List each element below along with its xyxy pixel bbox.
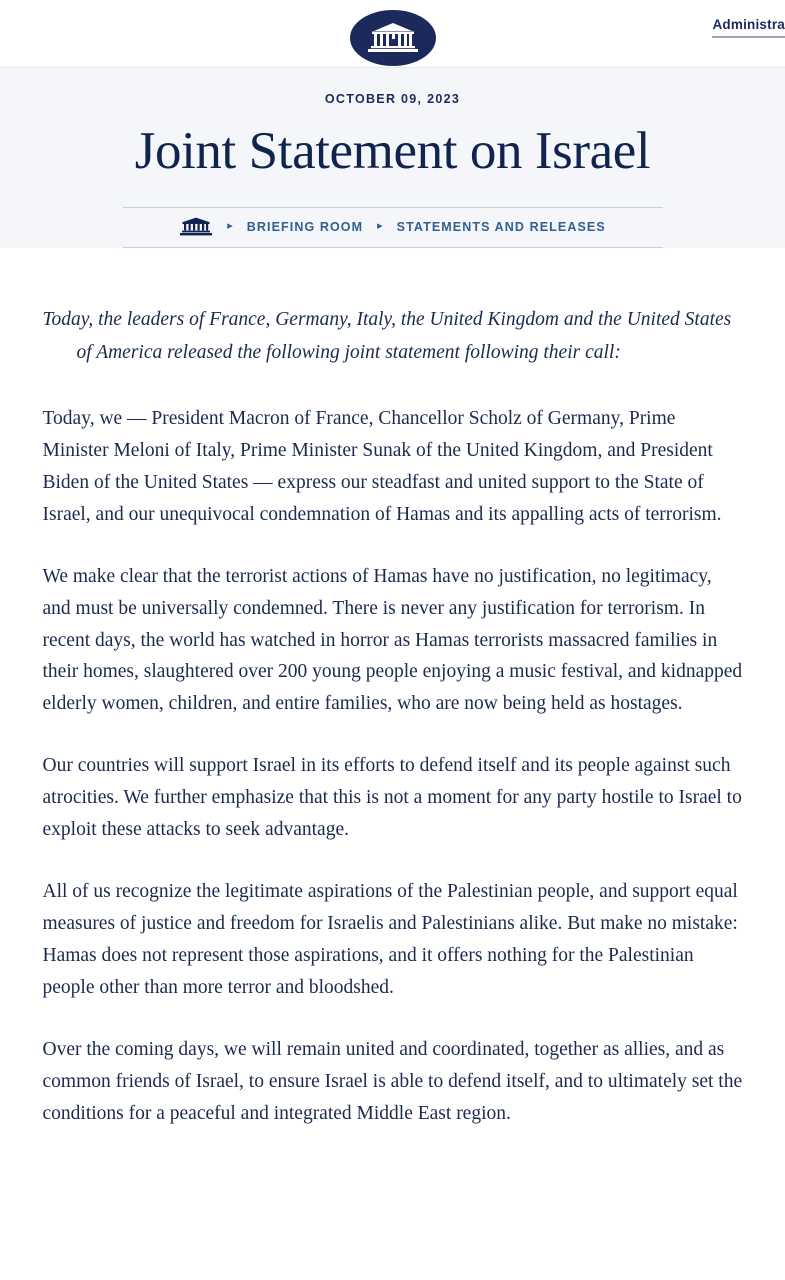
breadcrumb-separator-1: ▸ [227,219,233,232]
breadcrumb-item-briefing-room[interactable]: BRIEFING ROOM [246,220,364,235]
breadcrumb-separator-2: ▸ [377,219,383,232]
article-paragraph-1: Today, we — President Macron of France, Chancellor Scholz of Germany, Prime Minister Meloni of Italy, Prime Minister Sunak of the United Kingdom, and President Biden of the United States — express our steadfast and united support to the State of Israel, and our unequivocal condemnation of Hamas and its appalling acts of terrorism. [42,407,722,525]
breadcrumb [123,207,663,248]
breadcrumb-item-statements-and-releases[interactable]: STATEMENTS AND RELEASES [396,220,606,235]
article-paragraph-3: Our countries will support Israel in its efforts to defend itself and its people against such atrocities. We further emphasize that this is not a moment for any party hostile to Israel to exploit these attacks to seek advantage. [42,755,742,841]
article-body [43,248,743,1130]
site-header [0,0,785,68]
article-paragraph-4: All of us recognize the legitimate aspirations of the Palestinian people, and support equal measures of justice and freedom for Israelis and Palestinians alike. But make no mistake: Hamas does not represent those aspirations, and it offers nothing for the Palestinian people other than more terror and bloodshed. [42,881,738,999]
page-title: Joint Statement on Israel [134,122,651,180]
article-lede: Today, the leaders of France, Germany, Italy, the United Kingdom and the United States of America released the following joint statement following their call: [42,309,732,363]
title-band [0,68,785,248]
publish-date: OCTOBER 09, 2023 [324,92,461,106]
article-paragraph-5: Over the coming days, we will remain united and coordinated, together as allies, and as common friends of Israel, to ensure Israel is able to defend itself, and to ultimately set the conditions for a peaceful and integrated Middle East region. [42,1039,743,1125]
administration-link[interactable]: Administra [712,17,785,38]
white-house-home-icon[interactable] [179,217,213,237]
white-house-seal-icon[interactable] [350,10,436,66]
article-paragraph-2: We make clear that the terrorist actions of Hamas have no justification, no legitimacy, and must be universally condemned. There is never any justification for terrorism. In recent days, the world has watched in horror as Hamas terrorists massacred families in their homes, slaughtered over 200 young people enjoying a music festival, and kidnapped elderly women, children, and entire families, who are now being held as hostages. [42,565,743,715]
